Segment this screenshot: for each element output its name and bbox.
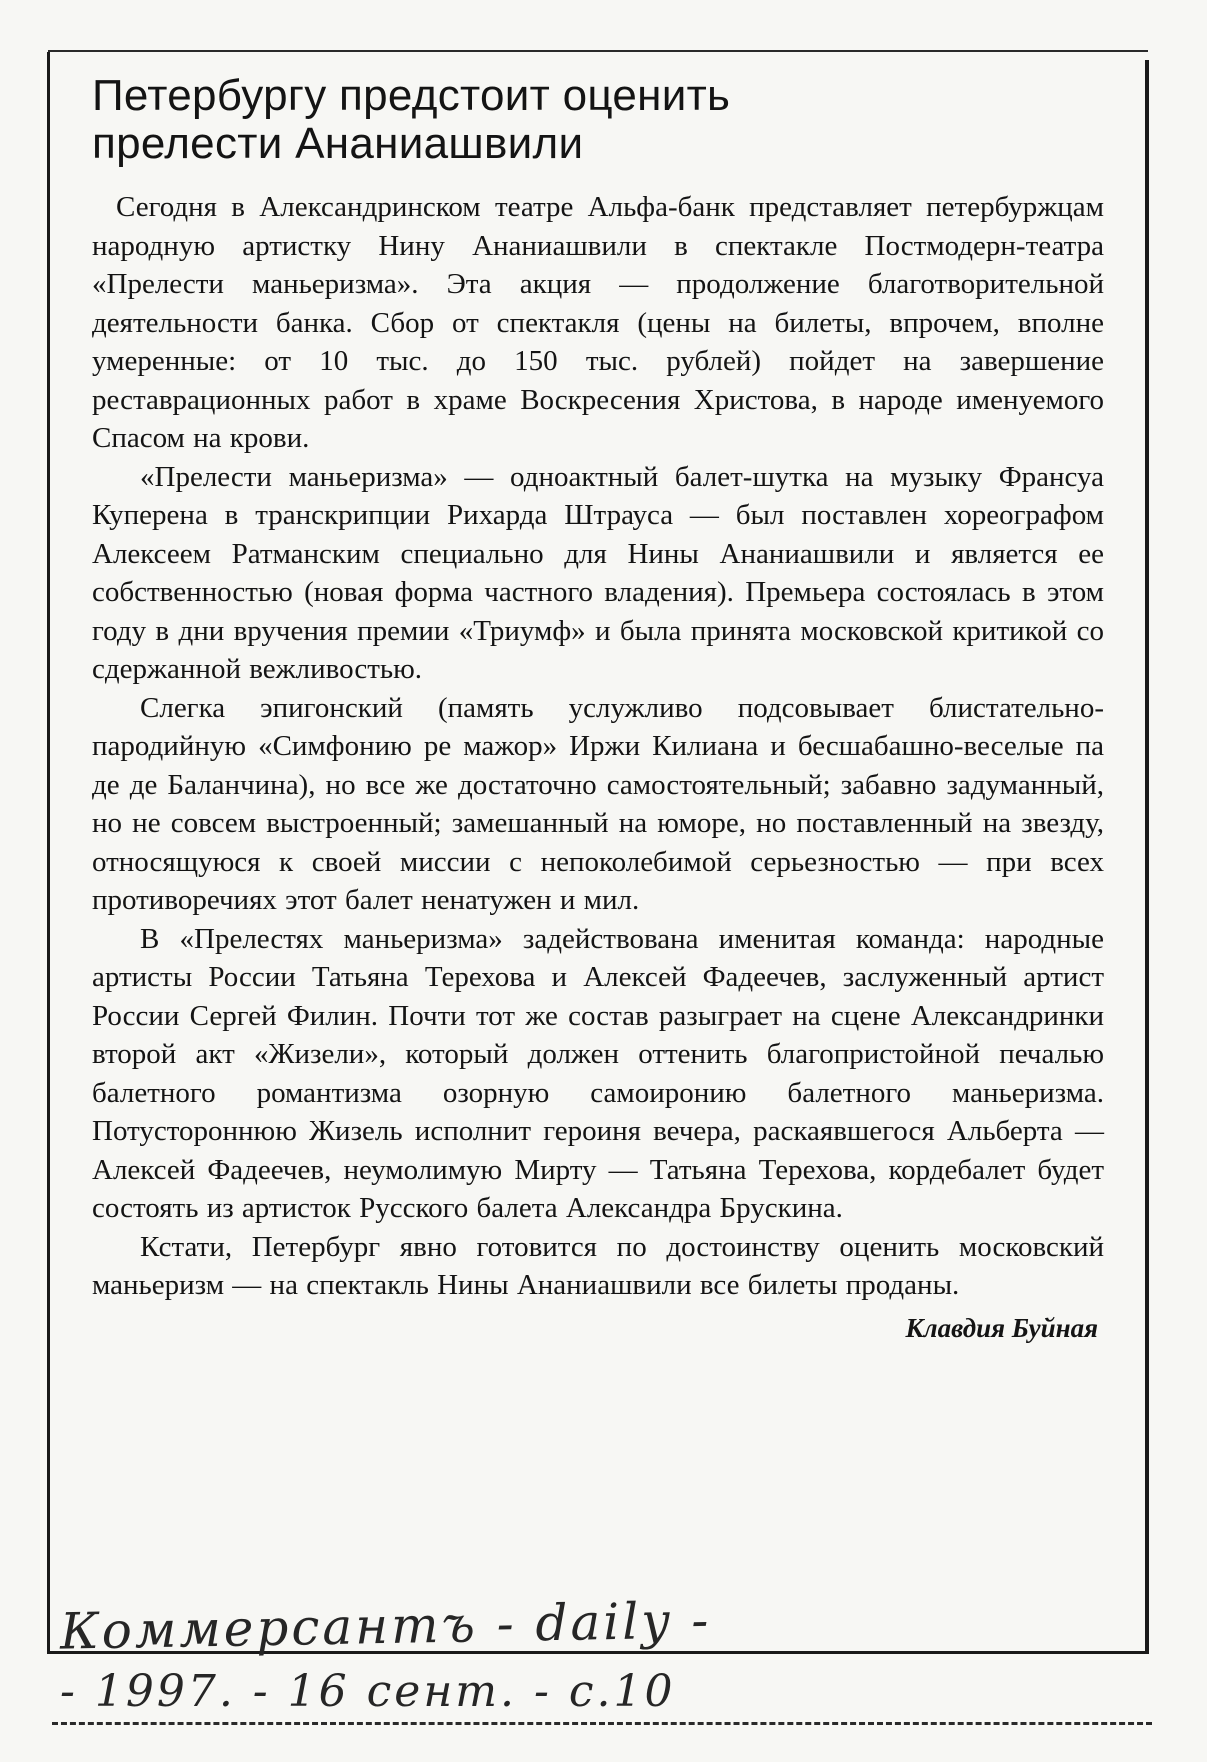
paragraph-2: «Прелести маньеризма» — одноактный балет-шутка на музыку Франсуа Куперена в транскрипции Рихарда Штрауса — был поставлен хореографом Алексеем Ратманским специально для Нины Ананиашвили и является ее собственностью (новая форма частного владения). Премьера состоялась в этом году в дни вручения премии «Триумф» и была принята московской критикой со сдержанной вежливостью. xyxy=(92,460,1104,685)
headline-line-1: Петербургу предстоит оценить xyxy=(92,71,731,120)
cut-line-dashed xyxy=(52,1722,1152,1725)
author-byline: Клавдия Буйная xyxy=(905,1312,1098,1343)
left-border-rule xyxy=(47,52,50,1652)
paragraph-1: Сегодня в Александринском театре Альфа-банк представляет петербуржцам народную артистку Нину Ананиашвили в спектакле Постмодерн-театра «Прелести маньеризма». Эта акция — продолжение благотворительной деятельности банка. Сбор от спектакля (цены на билеты, впрочем, вполне умеренные: от 10 тыс. до 150 тыс. рублей) пойдет на завершение реставрационных работ в храме Воскресения Христова, в народе именуемого Спасом на крови. xyxy=(92,191,1104,454)
paragraph-3: Слегка эпигонский (память услужливо подсовывает блистательно-пародийную «Симфонию ре мажор» Иржи Килиана и бесшабашно-веселые па де де Баланчина), но все же достаточно самостоятельный; забавно задуманный, но не совсем выстроенный; замешанный на юморе, но поставленный на звезду, относящуюся к своей миссии с непоколебимой серьезностью — при всех противоречиях этот балет ненатужен и мил. xyxy=(92,691,1104,916)
paragraph-5: Кстати, Петербург явно готовится по достоинству оценить московский маньеризм — на спектакль Нины Ананиашвили все билеты проданы. xyxy=(92,1230,1104,1301)
handwritten-source-note: Коммерсантъ - daily - xyxy=(59,1591,712,1661)
handwritten-date-note: - 1997. - 16 сент. - с.10 xyxy=(60,1666,676,1717)
right-border-rule xyxy=(1145,60,1149,1652)
article-body xyxy=(92,188,1104,1305)
top-border-rule xyxy=(48,50,1148,52)
article-headline xyxy=(92,72,1104,168)
headline-line-2: прелести Ананиашвили xyxy=(92,119,584,168)
paragraph-4: В «Прелестях маньеризма» задействована именитая команда: народные артисты России Татьяна Терехова и Алексей Фадеечев, заслуженный артист России Сергей Филин. Почти тот же состав разыграет на сцене Александринки второй акт «Жизели», который должен оттенить благопристойной печалью балетного романтизма озорную самоиронию балетного маньеризма. Потустороннюю Жизель исполнит героиня вечера, раскаявшегося Альберта — Алексей Фадеечев, неумолимую Мирту — Татьяна Терехова, кордебалет будет состоять из артисток Русского балета Александра Брускина. xyxy=(92,922,1104,1224)
newspaper-article xyxy=(92,72,1104,1344)
